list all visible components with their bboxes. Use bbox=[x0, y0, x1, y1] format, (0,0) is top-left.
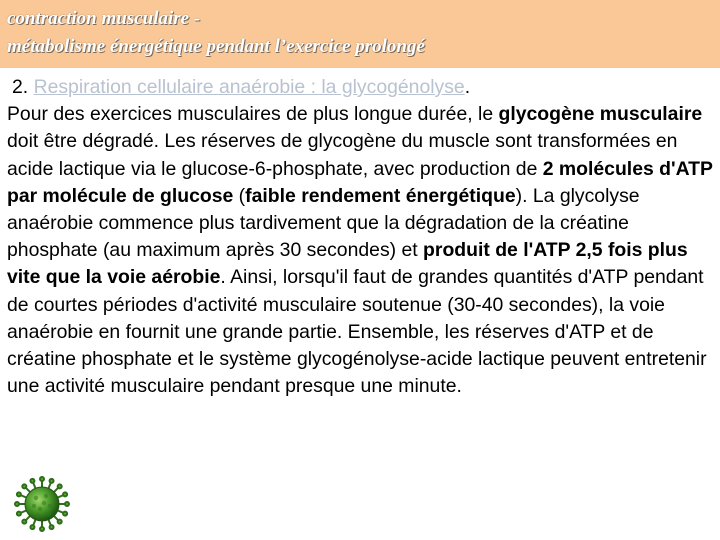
emphasis-atp-yield: 2 molécules d'ATP par molécule de glucose bbox=[7, 157, 713, 207]
slide-title-line-1: contraction musculaire - bbox=[7, 8, 201, 29]
slide-body bbox=[7, 74, 715, 400]
body-text-2: doit être dégradé. Les réserves de glycogène du muscle sont transformées en acide lactique via le glucose-6-phosphate, avec production de bbox=[7, 130, 678, 180]
slide-title-line-2: métabolisme énergétique pendant l’exercice prolongé bbox=[7, 36, 425, 57]
section-heading-end: . bbox=[464, 76, 471, 98]
body-text-4: ). La glycolyse anaérobie commence plus tardivement que la dégradation de la créatine phosphate (au maximum après 30 secondes) et bbox=[7, 184, 640, 262]
virus-icon bbox=[14, 476, 70, 532]
title-banner bbox=[0, 0, 720, 68]
section-number: 2. bbox=[12, 76, 34, 98]
emphasis-low-yield: faible rendement énergétique bbox=[245, 184, 516, 207]
body-text-3: ( bbox=[233, 184, 246, 207]
section-heading-link[interactable]: Respiration cellulaire anaérobie : la glycogénolyse bbox=[33, 76, 465, 98]
body-text-5: . Ainsi, lorsqu'il faut de grandes quantités d'ATP pendant de courtes périodes d'activité musculaire soutenue (30-40 secondes), la voie anaérobie en fournit une grande partie. Ensemble, les réserves d'ATP et de créatine phosphate et le système glycogénolyse-acide lactique peuvent entretenir une activité musculaire pendant presque une minute. bbox=[7, 266, 707, 398]
emphasis-speed: produit de l'ATP 2,5 fois plus vite que la voie aérobie bbox=[7, 239, 688, 289]
body-text-1: Pour des exercices musculaires de plus longue durée, le bbox=[7, 103, 499, 126]
emphasis-glycogen: glycogène musculaire bbox=[498, 103, 703, 126]
